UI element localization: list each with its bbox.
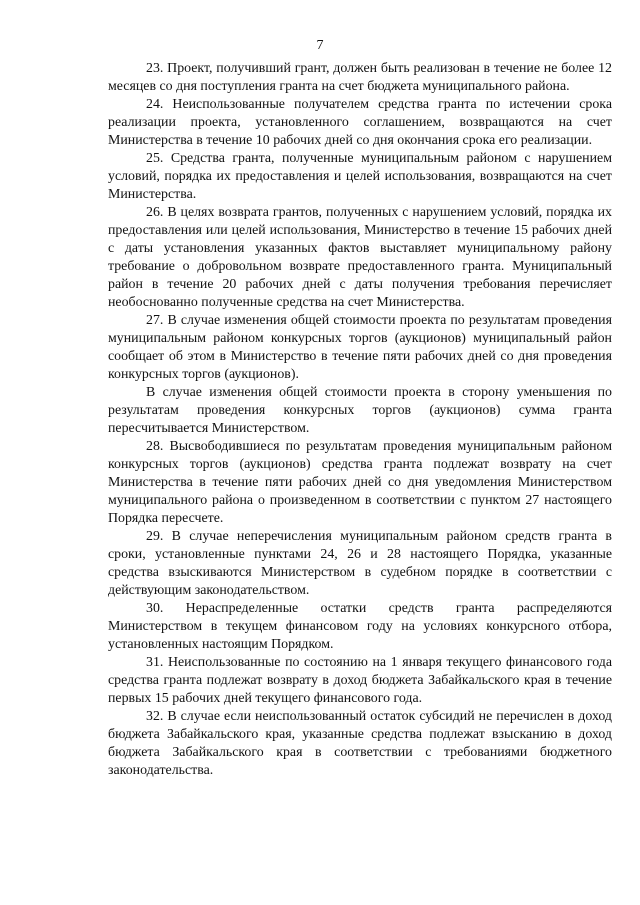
paragraph-32: 32. В случае если неиспользованный остаток субсидий не перечислен в доход бюджета Забайкальского края, указанные средства подлежат взысканию в доход бюджета Забайкальского края в соответствии с требованиями бюджетного законодательства. <box>108 709 612 778</box>
paragraph-28: 28. Высвободившиеся по результатам проведения муниципальным районом конкурсных торгов (аукционов) средства гранта подлежат возврату на счет Министерства в течение пяти рабочих дней со дня уведомления Министерством муниципального района о произведенном в соответствии с пунктом 27 настоящего Порядка пересчете. <box>108 439 612 526</box>
paragraph-26: 26. В целях возврата грантов, полученных с нарушением условий, порядка их предоставления или целей использования, Министерство в течение 15 рабочих дней с даты установления указанных фактов выставляет муниципальному району требование о добровольном возврате предоставленного гранта. Муниципальный район в течение 20 рабочих дней с даты получения требования перечисляет необоснованно полученные средства на счет Министерства. <box>108 205 612 310</box>
paragraph-24: 24. Неиспользованные получателем средства гранта по истечении срока реализации проекта, установленного соглашением, возвращаются на счет Министерства в течение 10 рабочих дней со дня окончания срока его реализации. <box>108 97 612 148</box>
page-number: 7 <box>316 38 324 53</box>
paragraph-27: 27. В случае изменения общей стоимости проекта по результатам проведения муниципальным районом конкурсных торгов (аукционов) муниципальный район сообщает об этом в Министерство в течение пяти рабочих дней со дня проведения конкурсных торгов (аукционов). <box>108 313 612 382</box>
paragraph-23: 23. Проект, получивший грант, должен быть реализован в течение не более 12 месяцев со дня поступления гранта на счет бюджета муниципального района. <box>108 61 612 94</box>
paragraph-31: 31. Неиспользованные по состоянию на 1 января текущего финансового года средства гранта подлежат возврату в доход бюджета Забайкальского края в течение первых 15 рабочих дней текущего финансового года. <box>108 655 612 706</box>
document-body <box>108 60 612 780</box>
paragraph-29: 29. В случае неперечисления муниципальным районом средств гранта в сроки, установленные пунктами 24, 26 и 28 настоящего Порядка, указанные средства взыскиваются Министерством в судебном порядке в соответствии с действующим законодательством. <box>108 529 612 598</box>
paragraph-25: 25. Средства гранта, полученные муниципальным районом с нарушением условий, порядка их предоставления и целей использования, возвращаются на счет Министерства. <box>108 151 612 202</box>
paragraph-30: 30. Нераспределенные остатки средств гранта распределяются Министерством в текущем финансовом году на условиях конкурсного отбора, установленных настоящим Порядком. <box>108 601 612 652</box>
paragraph-27-continuation: В случае изменения общей стоимости проекта в сторону уменьшения по результатам проведения конкурсных торгов (аукционов) сумма гранта пересчитывается Министерством. <box>108 385 612 436</box>
